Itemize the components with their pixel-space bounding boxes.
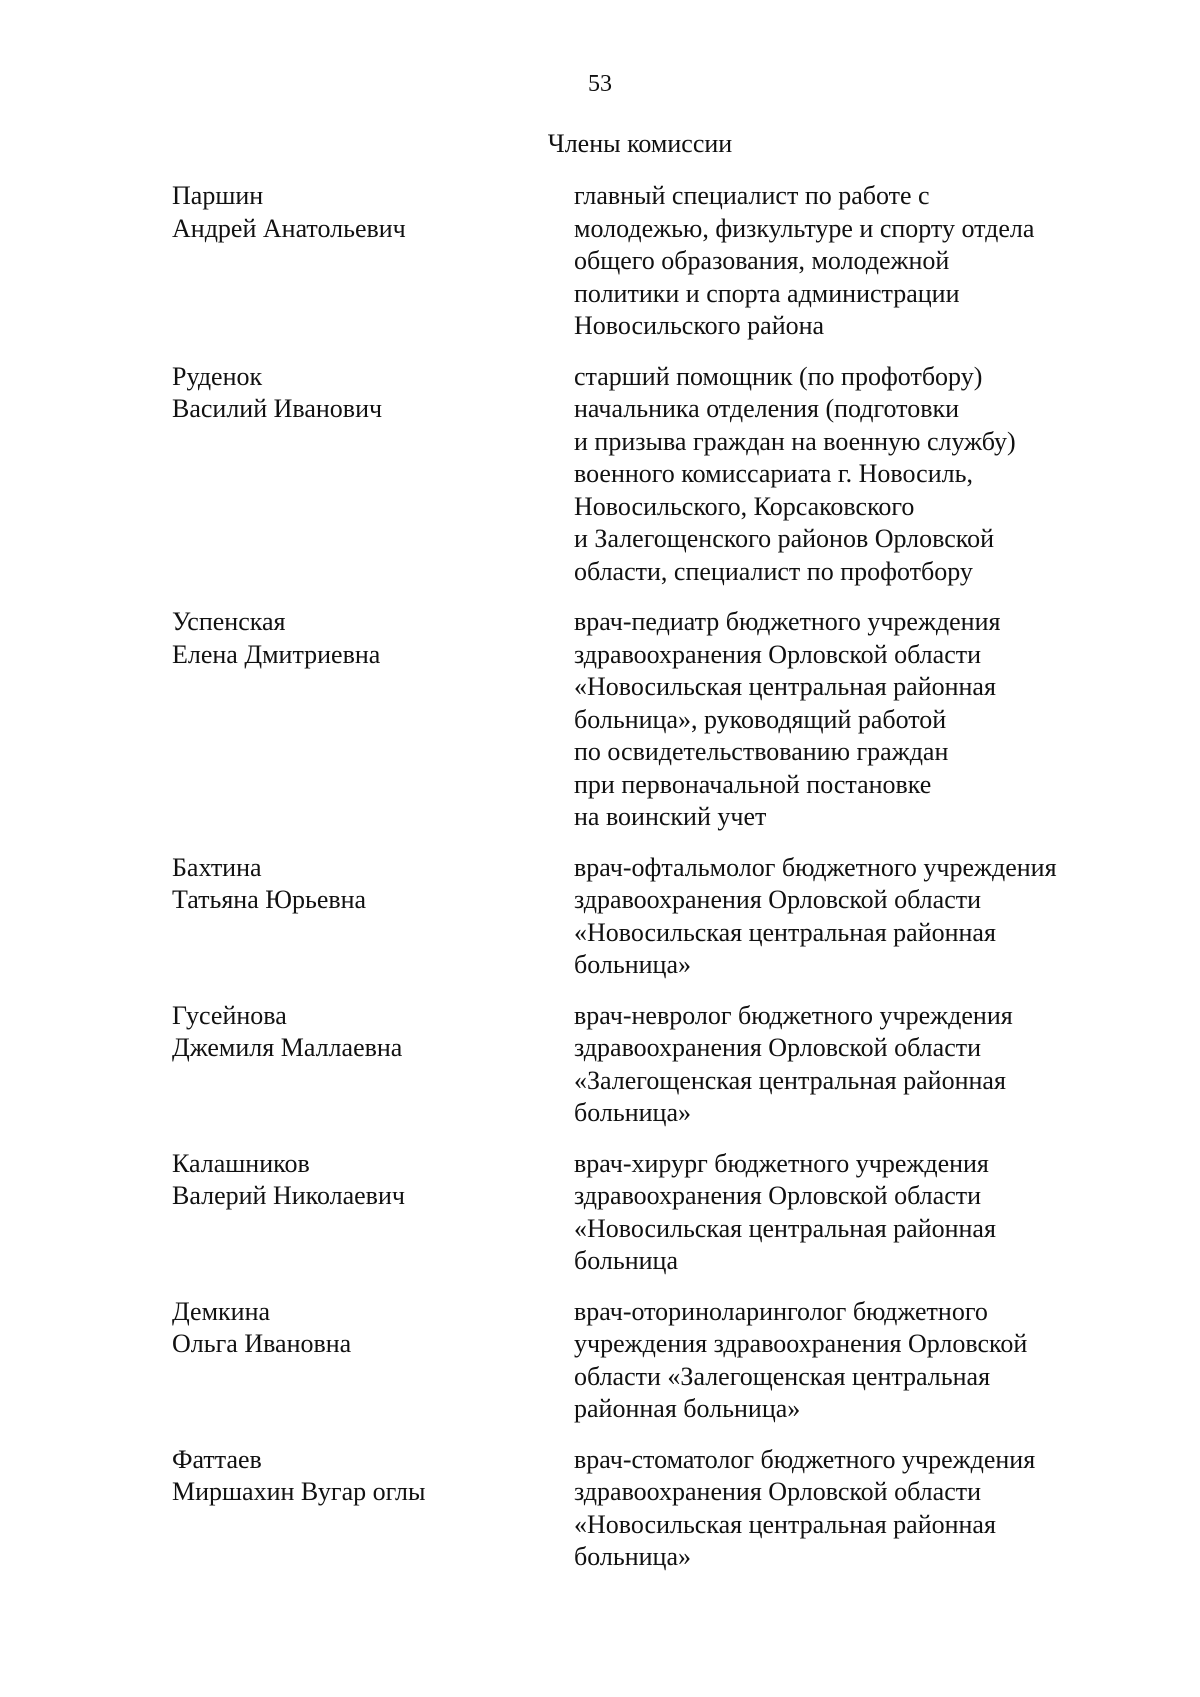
member-entry [172, 180, 1132, 343]
member-name [172, 1444, 574, 1574]
member-role-line: старший помощник (по профотбору) [574, 361, 983, 391]
member-role [574, 852, 1132, 982]
member-surname: Бахтина [172, 852, 262, 882]
member-role-line: здравоохранения Орловской области [574, 885, 982, 914]
member-given-names: Андрей Анатольевич [172, 213, 406, 243]
page-number: 53 [588, 71, 612, 97]
member-role-line: больница», руководящий работой [574, 704, 947, 734]
member-role-line: здравоохранения Орловской области [574, 1477, 982, 1506]
members-list [172, 180, 1132, 1592]
member-given-names: Василий Иванович [172, 394, 383, 423]
member-role-line: области «Залегощенская центральная [574, 1361, 991, 1391]
member-name [172, 1148, 574, 1278]
member-role [574, 1000, 1132, 1130]
member-role-line: главный специалист по работе с [574, 181, 930, 210]
member-role-line: врач-оториноларинголог бюджетного [574, 1296, 988, 1326]
member-role-line: врач-хирург бюджетного учреждения [574, 1148, 989, 1178]
member-role-line: здравоохранения Орловской области [574, 639, 982, 669]
member-role-line: по освидетельствованию граждан [574, 737, 949, 766]
member-entry [172, 361, 1132, 589]
member-role-line: врач-стоматолог бюджетного учреждения [574, 1444, 1036, 1474]
member-role-line: больница [574, 1246, 678, 1275]
section-title: Члены комиссии [547, 129, 733, 158]
member-role-line: врач-невролог бюджетного учреждения [574, 1000, 1013, 1030]
member-role-line: и призыва граждан на военную службу) [574, 426, 1016, 456]
member-given-names: Ольга Ивановна [172, 1329, 352, 1358]
member-name [172, 361, 574, 589]
member-entry [172, 852, 1132, 982]
member-role-line: «Залегощенская центральная районная [574, 1065, 1006, 1095]
member-role-line: учреждения здравоохранения Орловской [574, 1329, 1028, 1358]
member-role-line: на воинский учет [574, 802, 767, 831]
member-role [574, 361, 1132, 589]
member-role-line: Новосильского района [574, 311, 825, 340]
member-role-line: больница» [574, 1542, 691, 1571]
member-role-line: «Новосильская центральная районная [574, 917, 996, 947]
member-role-line: «Новосильская центральная районная [574, 672, 996, 701]
member-role-line: больница» [574, 1098, 691, 1127]
member-role [574, 1444, 1132, 1574]
member-surname: Руденок [172, 361, 263, 391]
member-role-line: области, специалист по профотбору [574, 556, 973, 586]
member-surname: Калашников [172, 1148, 310, 1178]
member-role-line: военного комиссариата г. Новосиль, [574, 459, 973, 488]
member-surname: Демкина [172, 1296, 271, 1326]
member-role-line: больница» [574, 950, 691, 979]
member-role-line: общего образования, молодежной [574, 246, 950, 275]
member-given-names: Елена Дмитриевна [172, 639, 381, 669]
member-role-line: врач-педиатр бюджетного учреждения [574, 607, 1001, 636]
member-entry [172, 606, 1132, 834]
member-role-line: врач-офтальмолог бюджетного учреждения [574, 852, 1057, 882]
member-role-line: «Новосильская центральная районная [574, 1213, 996, 1243]
member-given-names: Джемиля Маллаевна [172, 1033, 403, 1062]
member-role [574, 606, 1132, 834]
member-given-names: Татьяна Юрьевна [172, 885, 367, 914]
member-role-line: здравоохранения Орловской области [574, 1181, 982, 1210]
member-name [172, 1296, 574, 1426]
member-role-line: здравоохранения Орловской области [574, 1033, 982, 1062]
member-given-names: Валерий Николаевич [172, 1181, 405, 1210]
member-entry [172, 1296, 1132, 1426]
member-entry [172, 1444, 1132, 1574]
member-given-names: Миршахин Вугар оглы [172, 1477, 426, 1506]
member-role-line: «Новосильская центральная районная [574, 1509, 996, 1539]
member-role-line: молодежью, физкультуре и спорту отдела [574, 213, 1035, 243]
member-role-line: районная больница» [574, 1394, 801, 1423]
member-role-line: Новосильского, Корсаковского [574, 491, 915, 521]
member-name [172, 852, 574, 982]
member-role-line: начальника отделения (подготовки [574, 394, 960, 423]
member-role [574, 180, 1132, 343]
member-entry [172, 1148, 1132, 1278]
member-role-line: и Залегощенского районов Орловской [574, 524, 995, 553]
member-role-line: при первоначальной постановке [574, 769, 932, 799]
member-role [574, 1148, 1132, 1278]
member-role-line: политики и спорта администрации [574, 278, 960, 308]
member-surname: Гусейнова [172, 1000, 287, 1030]
member-surname: Фаттаев [172, 1444, 262, 1474]
member-name [172, 1000, 574, 1130]
member-surname: Паршин [172, 181, 264, 210]
member-name [172, 606, 574, 834]
member-name [172, 180, 574, 343]
member-entry [172, 1000, 1132, 1130]
member-role [574, 1296, 1132, 1426]
member-surname: Успенская [172, 607, 286, 636]
